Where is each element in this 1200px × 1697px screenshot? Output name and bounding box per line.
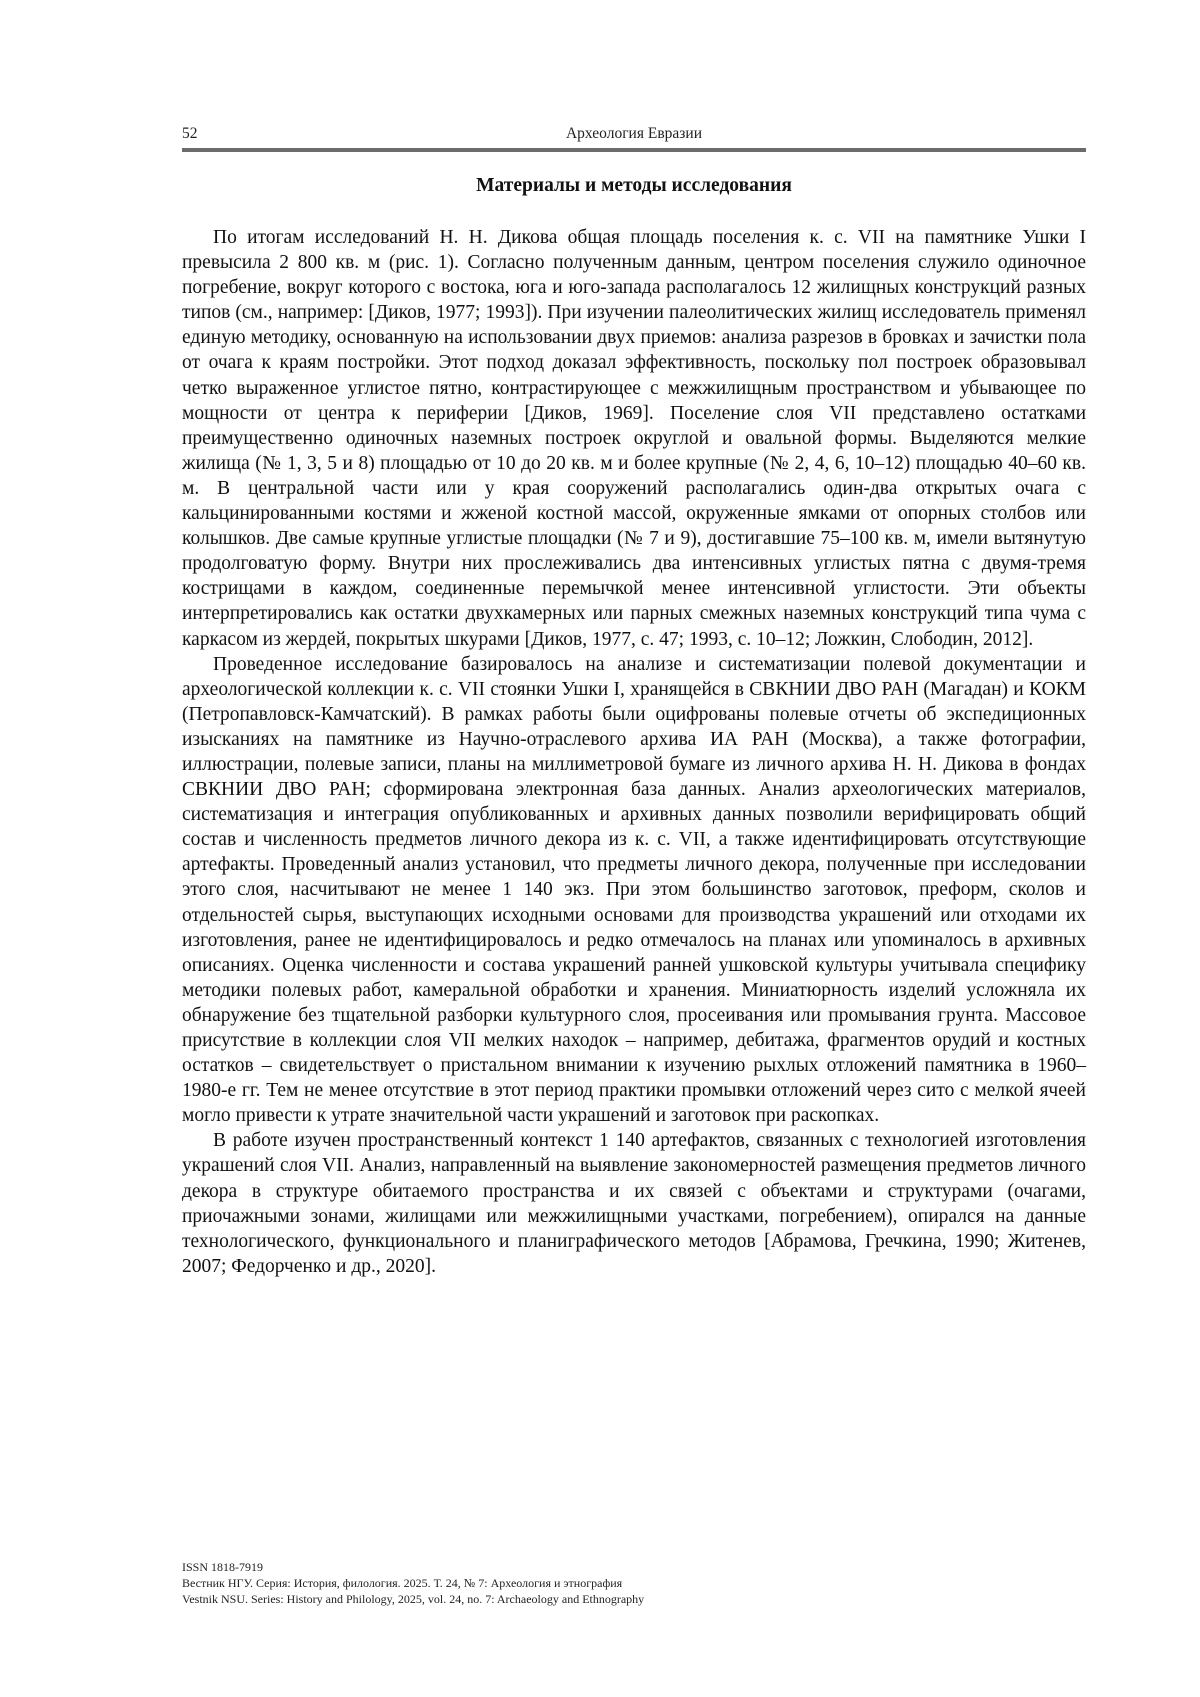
journal-section-title: Археология Евразии: [182, 125, 1086, 143]
footer-issn: ISSN 1818-7919: [182, 1559, 644, 1575]
page-footer: [182, 1559, 644, 1607]
paragraph-2: Проведенное исследование базировалось на анализе и систематизации полевой документации и археологической коллекции к. с. VII стоянки Ушки I, хранящейся в СВКНИИ ДВО РАН (Магадан) и КОКМ (Петропавловск-Камчатский). В рамках работы были оцифрованы полевые отчеты об экспедиционных изысканиях на памятнике из Научно-отраслевого архива ИА РАН (Москва), а также фотографии, иллюстрации, полевые записи, планы на миллиметровой бумаге из личного архива Н. Н. Дикова в фондах СВКНИИ ДВО РАН; сформирована электронная база данных. Анализ археологических материалов, систематизация и интеграция опубликованных и архивных данных позволили верифицировать общий состав и численность предметов личного декора из к. с. VII, а также идентифицировать отсутствующие артефакты. Проведенный анализ установил, что предметы личного декора, полученные при исследовании этого слоя, насчитывают не менее 1 140 экз. При этом большинство заготовок, преформ, сколов и отдельностей сырья, выступающих исходными основами для производства украшений или отходами их изготовления, ранее не идентифицировалось и редко отмечалось на планах или упоминалось в архивных описаниях. Оценка численности и состава украшений ранней ушковской культуры учитывала специфику методики полевых работ, камеральной обработки и хранения. Миниатюрность изделий усложняла их обнаружение без тщательной разборки культурного слоя, просеивания или промывания грунта. Массовое присутствие в коллекции слоя VII мелких находок – например, дебитажа, фрагментов орудий и костных остатков – свидетельствует о пристальном внимании к изучению рыхлых отложений памятника в 1960–1980-е гг. Тем не менее отсутствие в этот период практики промывки отложений через сито с мелкой ячеей могло привести к утрате значительной части украшений и заготовок при раскопках.: [182, 652, 1086, 1129]
section-title: Материалы и методы исследования: [182, 173, 1086, 199]
paragraph-3: В работе изучен пространственный контекст 1 140 артефактов, связанных с технологией изготовления украшений слоя VII. Анализ, направленный на выявление закономерностей размещения предметов личного декора в структуре обитаемого пространства и их связей с объектами и структурами (очагами, приочажными зонами, жилищами или межжилищными участками, погребением), опирался на данные технологического, функционального и планиграфического методов [Абрамова, Гречкина, 1990; Житенев, 2007; Федорченко и др., 2020].: [182, 1128, 1086, 1279]
page-number: 52: [182, 125, 198, 143]
article-body: [182, 225, 1086, 1279]
running-header: [182, 122, 1086, 152]
footer-citation-ru: Вестник НГУ. Серия: История, филология. 2025. Т. 24, № 7: Археология и этнография: [182, 1575, 644, 1591]
footer-citation-en: Vestnik NSU. Series: History and Philology, 2025, vol. 24, no. 7: Archaeology and Ethnography: [182, 1591, 644, 1607]
paragraph-1: По итогам исследований Н. Н. Дикова общая площадь поселения к. с. VII на памятнике Ушки I превысила 2 800 кв. м (рис. 1). Согласно полученным данным, центром поселения служило одиночное погребение, вокруг которого с востока, юга и юго-запада располагалось 12 жилищных конструкций разных типов (см., например: [Диков, 1977; 1993]). При изучении палеолитических жилищ исследователь применял единую методику, основанную на использовании двух приемов: анализа разрезов в бровках и зачистки пола от очага к краям постройки. Этот подход доказал эффективность, поскольку пол построек образовывал четко выраженное углистое пятно, контрастирующее с межжилищным пространством и убывающее по мощности от центра к периферии [Диков, 1969]. Поселение слоя VII представлено остатками преимущественно одиночных наземных построек округлой и овальной формы. Выделяются мелкие жилища (№ 1, 3, 5 и 8) площадью от 10 до 20 кв. м и более крупные (№ 2, 4, 6, 10–12) площадью 40–60 кв. м. В центральной части или у края сооружений располагались один-два открытых очага с кальцинированными костями и жженой костной массой, окруженные ямками от опорных столбов или колышков. Две самые крупные углистые площадки (№ 7 и 9), достигавшие 75–100 кв. м, имели вытянутую продолговатую форму. Внутри них прослеживались два интенсивных углистых пятна с двумя-тремя кострищами в каждом, соединенные перемычкой менее интенсивной углистости. Эти объекты интерпретировались как остатки двухкамерных или парных смежных наземных конструкций типа чума с каркасом из жердей, покрытых шкурами [Диков, 1977, с. 47; 1993, с. 10–12; Ложкин, Слободин, 2012].: [182, 225, 1086, 652]
